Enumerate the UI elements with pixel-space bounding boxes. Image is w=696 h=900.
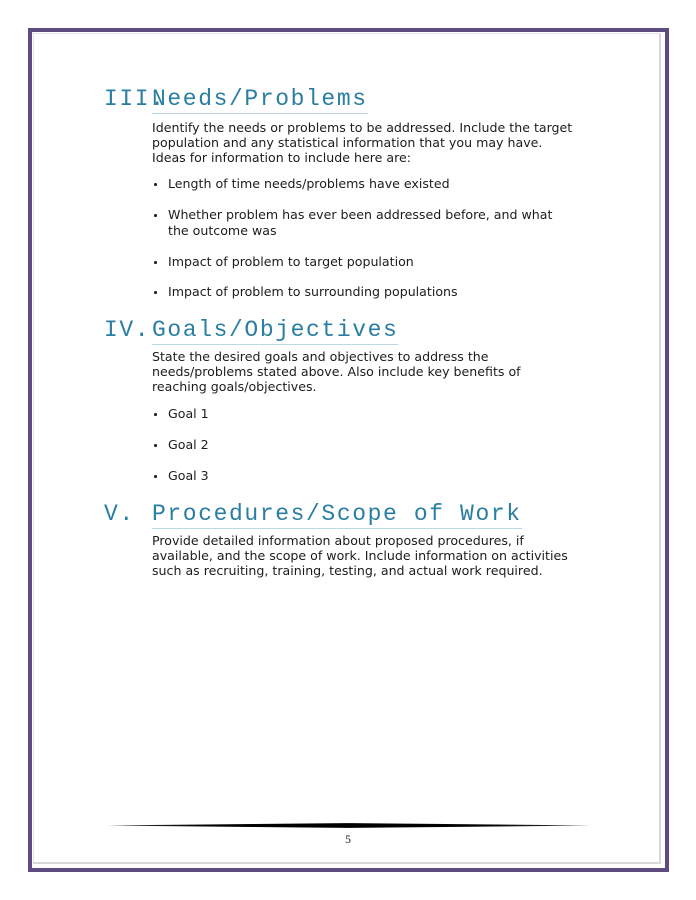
body-line: needs/problems stated above. Also include key benefits of bbox=[152, 364, 521, 379]
bullet-icon bbox=[154, 261, 157, 264]
section-body-goals-objectives bbox=[152, 349, 612, 394]
section-title: Needs/Problems bbox=[152, 86, 368, 112]
section-title: Goals/Objectives bbox=[152, 317, 399, 343]
bullet-text: the outcome was bbox=[168, 223, 277, 238]
section-number: V. bbox=[104, 501, 135, 527]
section-title: Procedures/Scope of Work bbox=[152, 501, 522, 527]
bullet-icon bbox=[154, 214, 157, 217]
list-item bbox=[152, 468, 612, 484]
list-item bbox=[152, 406, 612, 422]
section-number: III. bbox=[104, 86, 166, 112]
list-item bbox=[152, 254, 612, 270]
bullet-text: Length of time needs/problems have existed bbox=[168, 176, 450, 191]
bullet-icon bbox=[154, 413, 157, 416]
body-line: population and any statistical information that you may have. bbox=[152, 135, 543, 150]
body-line: State the desired goals and objectives to address the bbox=[152, 349, 489, 364]
list-item bbox=[152, 284, 612, 300]
body-line: reaching goals/objectives. bbox=[152, 379, 317, 394]
body-line: Ideas for information to include here are: bbox=[152, 150, 412, 165]
bullet-text: Goal 2 bbox=[168, 437, 209, 452]
body-line: Provide detailed information about proposed procedures, if bbox=[152, 533, 524, 548]
bullet-icon bbox=[154, 444, 157, 447]
list-item bbox=[152, 176, 612, 192]
bullet-text: Impact of problem to target population bbox=[168, 254, 414, 269]
list-item bbox=[152, 207, 612, 239]
section-body-needs-problems bbox=[152, 120, 612, 165]
bullet-text: Impact of problem to surrounding populations bbox=[168, 284, 458, 299]
bullet-text: Whether problem has ever been addressed before, and what bbox=[168, 207, 553, 222]
body-line: available, and the scope of work. Include information on activities bbox=[152, 548, 568, 563]
bullet-icon bbox=[154, 475, 157, 478]
body-line: Identify the needs or problems to be addressed. Include the target bbox=[152, 120, 573, 135]
list-item bbox=[152, 437, 612, 453]
section-body-procedures-scope bbox=[152, 533, 612, 578]
section-heading-needs-problems bbox=[104, 86, 368, 112]
bullet-icon bbox=[154, 291, 157, 294]
section-number: IV. bbox=[104, 317, 151, 343]
bullet-text: Goal 1 bbox=[168, 406, 209, 421]
section-heading-procedures-scope bbox=[104, 501, 522, 527]
section-heading-goals-objectives bbox=[104, 317, 399, 343]
bullet-text: Goal 3 bbox=[168, 468, 209, 483]
page-number: 5 bbox=[345, 832, 351, 846]
bullet-icon bbox=[154, 183, 157, 186]
body-line: such as recruiting, training, testing, and actual work required. bbox=[152, 563, 543, 578]
